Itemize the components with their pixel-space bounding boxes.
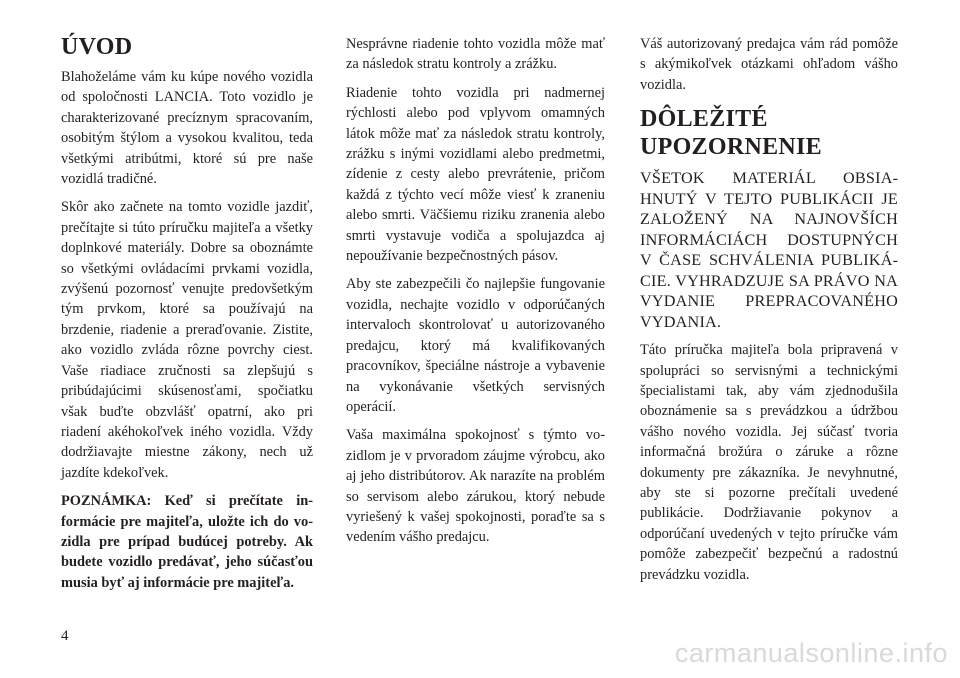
manual-purpose-paragraph: Táto príručka majiteľa bola pripravená v spolupráci so servisnými a technickými špecialistami tak, aby vám zjednodušila oboznámenie sa s prevádzkou a údržbou vášho nového vozidla. Jej súčasť tvoria informačná brožúra o záruke a rôzne dokumenty pre zákazníka. Je nevyhnutné, aby ste si pozorne prečítali uvedené publikácie. Dodržiavanie pokynov a odporúčaní uvedených v tejto príručke vám pomôže zabezpečiť bezpečnú a radostnú prevádzku vozidla.: [640, 342, 898, 583]
title-line-1: DÔLEŽITÉ: [640, 106, 768, 133]
section-title-dolezite-upozornenie: [640, 105, 898, 161]
title-line-2: UPOZORNENIE: [640, 134, 822, 161]
satisfaction-paragraph: Vaša maximálna spokojnosť s týmto vozidlom je v prvoradom záujme výrobcu, ako aj jeho distribútorov. Ak narazíte na problém so servisom alebo zárukou, ktorý nebude vyriešený k vašej spokojnosti, poraďte sa s vedením vášho predajcu.: [346, 427, 605, 546]
note-paragraph: POZNÁMKA: Keď si prečítate informácie pre majiteľa, uložte ich do vozidla pre prípad budúcej potreby. Ak budete vozidlo predávať, jeho súčasťou musia byť aj informácie pre majiteľa.: [61, 493, 313, 591]
section-title-uvod: ÚVOD: [61, 34, 133, 60]
speed-warning-paragraph: Riadenie tohto vozidla pri nadmernej rýchlosti alebo pod vplyvom omamných látok môže mať za následok stratu kontroly, zrážku s inými vozidlami alebo predmetmi, zídenie z cesty alebo prevrátenie, pričom každá z týchto vecí môže viesť k zraneniu alebo smrti. Väčšiemu riziku zranenia alebo smrti vystavuje vodiča a spolujazdca aj nepoužívanie bezpečnostných pásov.: [346, 84, 605, 265]
read-manual-paragraph: Skôr ako začnete na tomto vozidle jazdiť, prečítajte si túto príručku majiteľa a všetky doplnkové materiály. Dobre sa oboznámte so všetkými ovládacími prvkami vozidla, zvýšenú pozornosť venujte predovšetkým tým prvkom, ktoré sa používajú na brzdenie, riadenie a preraďovanie. Zistite, ako vozidlo zvláda rôzne povrchy ciest. Vaše riadiace zručnosti sa zlepšujú s pribúdajúcimi skúsenosťami, spočiatku však buďte obzvlášť opatrní, ako pri riadení akéhokoľvek iného vozidla. Vždy dodržiavajte miestne zákony, nech už jazdíte kdekoľvek.: [61, 199, 313, 481]
dealer-help-paragraph: Váš autorizovaný predajca vám rád pomôže s akýmikoľvek otázkami ohľadom vášho vozidla.: [640, 36, 898, 93]
column-right: [640, 34, 898, 593]
watermark: carmanualsonline.info: [674, 638, 948, 668]
disclaimer-caps-paragraph: VŠETOK MATERIÁL OBSIAHNUTÝ V TEJTO PUBLIKÁCII JE ZALOŽENÝ NA NAJNOVŠÍCH INFORMÁCIÁCH DOSTUPNÝCH V ČASE SCHVÁLENIA PUBLIKÁCIE. VYHRADZUJE SA PRÁVO NA VYDANIE PREPRACOVANÉHO VYDANIA.: [640, 169, 898, 331]
intro-paragraph: Blahoželáme vám ku kúpe nového vozidla od spoločnosti LANCIA. Toto vozidlo je charakterizované precíznym spracovaním, osobitým štýlom a vysokou kvalitou, teda všetkými atribútmi, ktoré sú pre naše vozidlá tradičné.: [61, 69, 313, 188]
page-number: 4: [61, 628, 69, 644]
column-middle: [346, 34, 605, 556]
loss-of-control-paragraph: Nesprávne riadenie tohto vozidla môže mať za následok stratu kontroly a zrážku.: [346, 36, 605, 73]
service-paragraph: Aby ste zabezpečili čo najlepšie fungovanie vozidla, nechajte vozidlo v odporúčaných intervaloch skontrolovať u autorizovaného predajcu, ktorý má kvalifikovaných pracovníkov, špeciálne nástroje a vybavenie na vykonávanie všetkých servisných operácií.: [346, 276, 605, 415]
column-left: [61, 34, 313, 601]
